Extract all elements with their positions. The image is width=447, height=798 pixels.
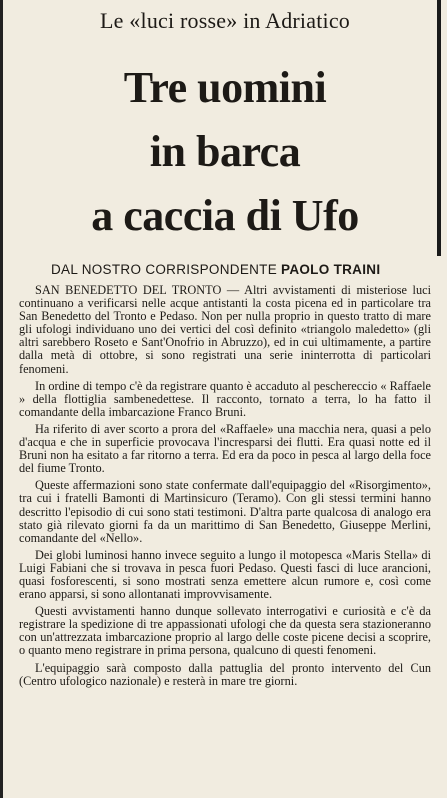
kicker: Le «luci rosse» in Adriatico [100,8,350,33]
paragraph: Questi avvistamenti hanno dunque sollevato interrogativi e curiosità e c'è da registrare la spedizione di tre appassionati ufologi che da questa sera stazioneranno con un'attrezzata imbarcazione proprio al largo delle coste picene decisi a scoprire, o quanto meno registrare in prima persona, qualcuno di questi fenomeni. [19,604,431,658]
paragraph: SAN BENEDETTO DEL TRONTO — Altri avvistamenti di misteriose luci continuano a verificarsi nelle acque antistanti la costa picena ed in particolare tra San Benedetto del Tronto e Pedaso. Non per nulla proprio in questo tratto di mare gli ufologi individuano uno dei vertici del così definito «triangolo maledetto» (gli altri sarebbero Roseto e Sant'Onofrio in Abruzzo), ed in cui ultimamente, a partire dalla metà di ottobre, si sono registrati una serie ininterrotta di particolari fenomeni. [19,283,431,376]
paragraph: Dei globi luminosi hanno invece seguito a lungo il motopesca «Maris Stella» di Luigi Fabiani che si trovava in pesca fuori Pedaso. Questi fasci di luce arancioni, quasi fosforescenti, si sono mostrati senza emettere alcun rumore e, così come erano apparsi, si sono allontanati improvvisamente. [19,547,431,602]
article-body [19,284,431,692]
headline-line-3: a caccia di Ufo [91,191,359,240]
byline-author: PAOLO TRAINI [281,262,381,277]
headline [3,56,447,248]
paragraph: L'equipaggio sarà composto dalla pattuglia del pronto intervento del Cun (Centro ufologico nazionale) e resterà in mare tre giorni. [19,660,431,688]
paragraph: Ha riferito di aver scorto a prora del «Raffaele» una macchia nera, quasi a pelo d'acqua e che in superficie provocava l'incresparsi dei flutti. Era quasi notte ed il Bruni non ha esitato a far ritorno a terra. Ed era da poco in pesca al largo della foce del fiume Tronto. [19,421,431,476]
paragraph: Queste affermazioni sono state confermate dall'equipaggio del «Risorgimento», tra cui i fratelli Bamonti di Martinsicuro (Teramo). Con gli stessi termini hanno descritto l'episodio di cui sono stati testimoni. D'altra parte qualcosa di analogo era stato già rilevato giorni fa da un marittimo di San Benedetto, Giuseppe Merlini, comandante del «Nello». [19,478,431,545]
paragraph: In ordine di tempo c'è da registrare quanto è accaduto al peschereccio « Raffaele » della flottiglia sambenedettese. Il racconto, tornato a terra, lo ha fatto il comandante della imbarcazione Franco Bruni. [19,378,431,419]
headline-line-2: in barca [149,127,301,176]
byline [51,262,380,277]
byline-prefix: DAL NOSTRO CORRISPONDENTE [51,262,278,277]
headline-line-1: Tre uomini [123,63,327,112]
